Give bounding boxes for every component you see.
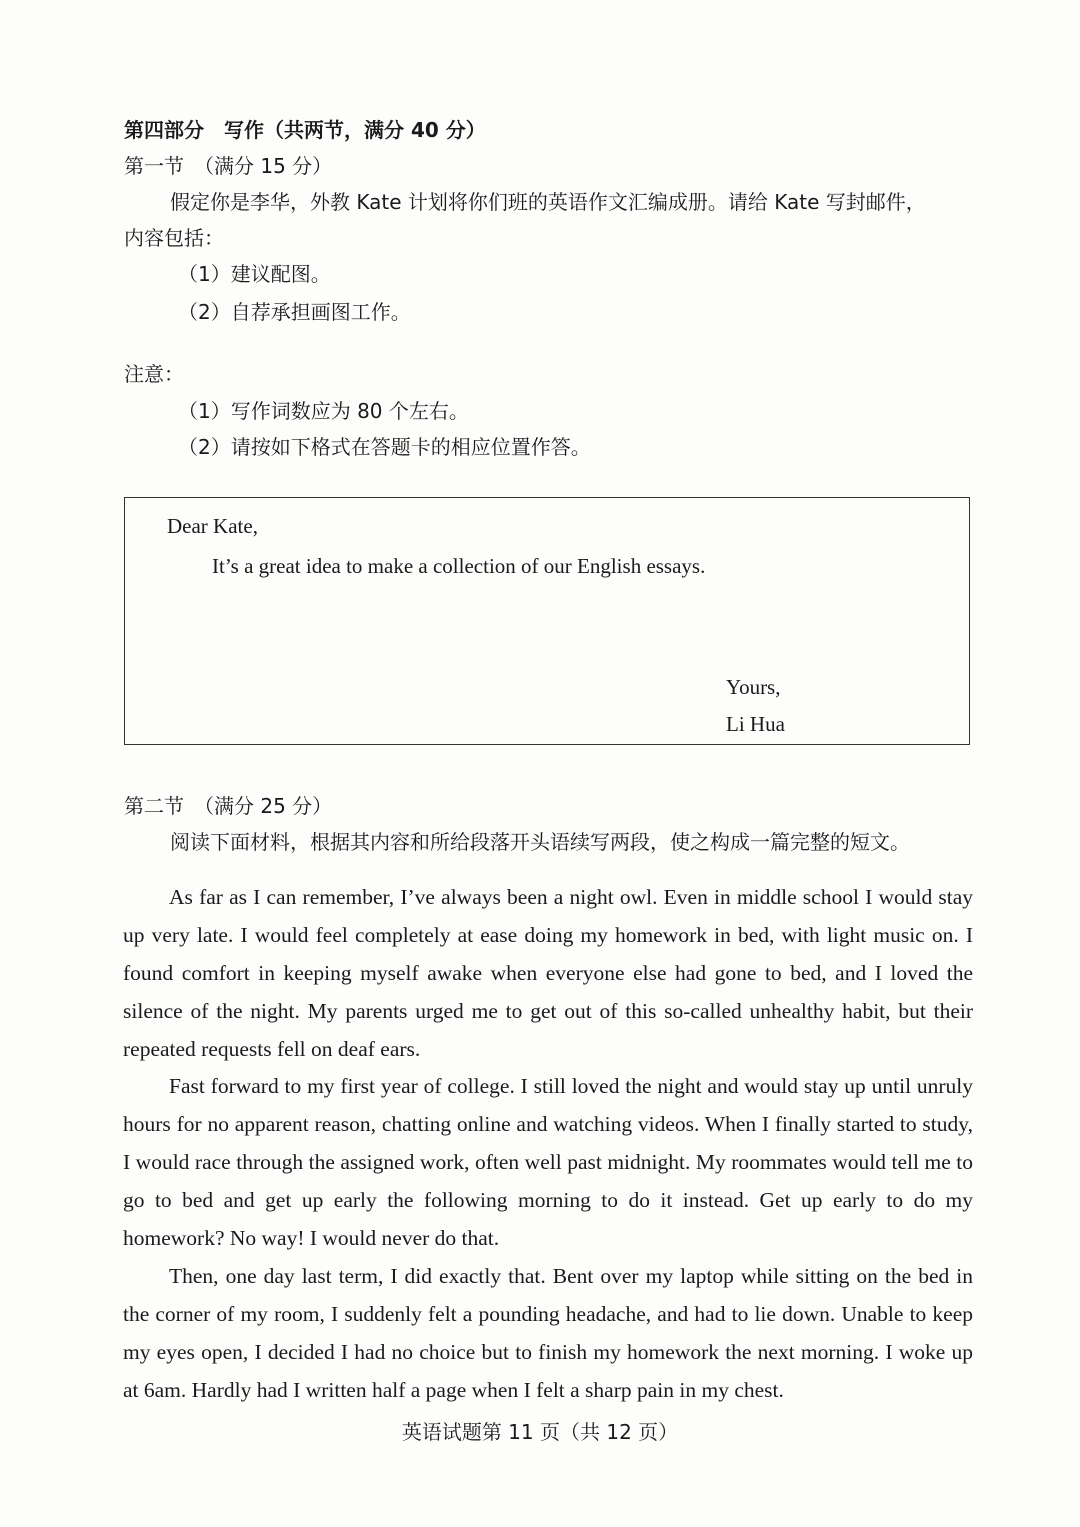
letter-closing: Yours, <box>726 675 781 699</box>
letter-opening: It’s a great idea to make a collection of our English essays. <box>212 554 706 578</box>
section1-prompt-line2: 内容包括： <box>124 226 224 250</box>
letter-greeting: Dear Kate, <box>167 514 258 538</box>
letter-format-box <box>124 497 970 745</box>
part-heading: 第四部分 写作（共两节，满分 40 分） <box>124 118 486 142</box>
section1-title: 第一节 （满分 15 分） <box>124 154 333 178</box>
note-1: （1）写作词数应为 80 个左右。 <box>178 399 469 423</box>
story-paragraph-3: Then, one day last term, I did exactly that. Bent over my laptop while sitting on the bed in the corner of my room, I suddenly felt a pounding headache, and had to lie down. Unable to keep my eyes open, I decided I had no choice but to finish my homework the next morning. I woke up at 6am. Hardly had I written half a page when I felt a sharp pain in my chest. <box>123 1264 973 1402</box>
note-2: （2）请按如下格式在答题卡的相应位置作答。 <box>178 435 591 459</box>
section1-point-2: （2）自荐承担画图工作。 <box>178 300 411 324</box>
notes-label: 注意： <box>124 362 184 386</box>
page-footer: 英语试题第 11 页（共 12 页） <box>401 1420 679 1444</box>
section2-title: 第二节 （满分 25 分） <box>124 794 333 818</box>
section2-instruction: 阅读下面材料，根据其内容和所给段落开头语续写两段，使之构成一篇完整的短文。 <box>170 830 910 854</box>
section1-point-1: （1）建议配图。 <box>178 262 331 286</box>
story-paragraph-2: Fast forward to my first year of college. I still loved the night and would stay up until unruly hours for no apparent reason, chatting online and watching videos. When I finally started to study, I would race through the assigned work, often well past midnight. My roommates would tell me to go to bed and get up early the following morning to do it instead. Get up early to do my homework? No way! I would never do that. <box>123 1074 973 1250</box>
story-paragraph-1: As far as I can remember, I’ve always been a night owl. Even in middle school I would stay up very late. I would feel completely at ease doing my homework in bed, with light music on. I found comfort in keeping myself awake when everyone else had gone to bed, and I loved the silence of the night. My parents urged me to get out of this so-called unhealthy habit, but their repeated requests fell on deaf ears. <box>123 885 973 1061</box>
section1-prompt-line1: 假定你是李华，外教 Kate 计划将你们班的英语作文汇编成册。请给 Kate 写封邮件， <box>170 190 926 214</box>
letter-signature: Li Hua <box>726 712 785 736</box>
